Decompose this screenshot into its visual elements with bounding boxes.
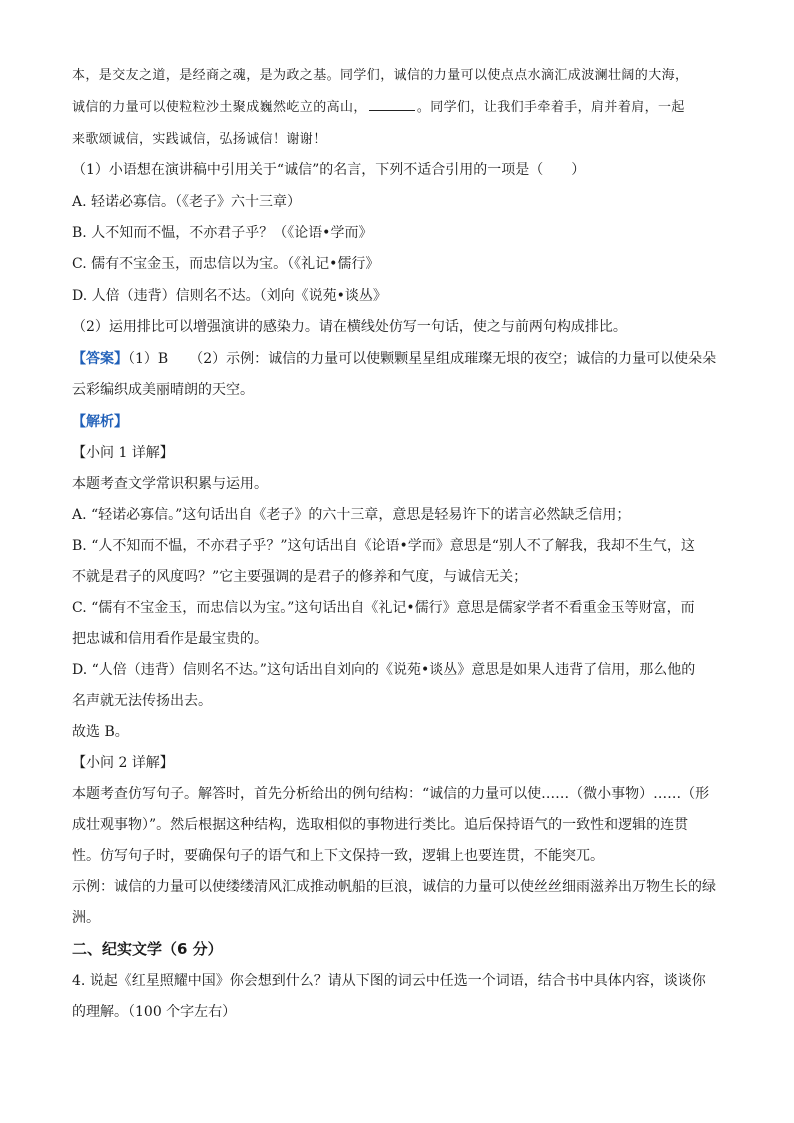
answer-tag: 【答案】 (72, 351, 128, 367)
option-b: B. 人不知而不愠，不亦君子乎？（《论语•学而》 (72, 225, 373, 241)
analysis-1-line-3: B. “人不知而不愠，不亦君子乎？”这句话出自《论语•学而》意思是“别人不了解我，我却不生气，这 (72, 538, 695, 554)
section-2-heading: 二、纪实文学（6 分） (72, 940, 223, 958)
option-d: D. 人倍（违背）信则名不达。（刘向《说苑•谈丛》 (72, 288, 387, 304)
answer-text-1: （1）B （2）示例：诚信的力量可以使颗颗星星组成璀璨无垠的夜空；诚信的力量可以使朵朵 (128, 351, 717, 367)
analysis-1-line-8: 名声就无法传扬出去。 (72, 693, 212, 709)
analysis-2-line-3: 性。仿写句子时，要确保句子的语气和上下文保持一致，逻辑上也要连贯，不能突兀。 (72, 848, 604, 864)
analysis-2-line-5: 洲。 (72, 910, 100, 926)
answer-line-1 (72, 349, 732, 369)
question-4-line-1: 4. 说起《红星照耀中国》你会想到什么？请从下图的词云中任选一个词语，结合书中具体内容，谈谈你 (72, 973, 706, 989)
passage-line-1: 本，是交友之道，是经商之魂，是为政之基。同学们，诚信的力量可以使点点水滴汇成波澜壮阔的大海， (72, 68, 689, 83)
question-1-stem: （1）小语想在演讲稿中引用关于“诚信”的名言，下列不适合引用的一项是（ ） (72, 162, 586, 178)
analysis-1-line-4: 不就是君子的风度吗？”它主要强调的是君子的修养和气度，与诚信无关； (72, 569, 528, 585)
analysis-2-line-1: 本题考查仿写句子。解答时，首先分析给出的例句结构：“诚信的力量可以使……（微小事物）……（形 (72, 786, 710, 802)
analysis-1-line-2: A. “轻诺必寡信。”这句话出自《老子》的六十三章，意思是轻易许下的诺言必然缺乏信用； (72, 507, 631, 523)
option-c: C. 儒有不宝金玉，而忠信以为宝。（《礼记•儒行》 (72, 256, 380, 272)
analysis-1-line-6: 把忠诚和信用看作是最宝贵的。 (72, 631, 268, 647)
passage-line-3: 来歌颂诚信，实践诚信，弘扬诚信！谢谢！ (72, 132, 327, 147)
answer-line-2: 云彩编织成美丽晴朗的天空。 (72, 382, 254, 398)
passage-line-2-start: 诚信的力量可以使粒粒沙土聚成巍然屹立的高山， (72, 100, 367, 115)
passage-line-2-end: 。同学们，让我们手牵着手，肩并着肩，一起 (416, 100, 685, 115)
sub-question-1-title: 【小问 1 详解】 (72, 445, 174, 461)
sub-question-2-title: 【小问 2 详解】 (72, 755, 174, 771)
question-2-stem: （2）运用排比可以增强演讲的感染力。请在横线处仿写一句话，使之与前两句构成排比。 (72, 319, 627, 335)
analysis-1-line-1: 本题考查文学常识积累与运用。 (72, 476, 268, 492)
analysis-2-line-2: 成壮观事物）”。然后根据这种结构，选取相似的事物进行类比。追后保持语气的一致性和逻辑的连贯 (72, 817, 689, 833)
question-4-line-2: 的理解。（100 个字左右） (72, 1004, 237, 1020)
fill-in-blank (369, 98, 415, 111)
analysis-tag: 【解析】 (72, 414, 128, 430)
passage-line-2 (72, 98, 732, 118)
analysis-1-line-9: 故选 B。 (72, 724, 129, 740)
analysis-1-line-5: C. “儒有不宝金玉，而忠信以为宝。”这句话出自《礼记•儒行》意思是儒家学者不看重金玉等财富，而 (72, 600, 695, 616)
option-a: A. 轻诺必寡信。（《老子》六十三章） (72, 194, 302, 210)
analysis-1-line-7: D. “人倍（违背）信则名不达。”这句话出自刘向的《说苑•谈丛》意思是如果人违背了信用，那么他的 (72, 662, 696, 678)
analysis-2-line-4: 示例：诚信的力量可以使缕缕清风汇成推动帆船的巨浪，诚信的力量可以使丝丝细雨滋养出万物生长的绿 (72, 879, 716, 895)
